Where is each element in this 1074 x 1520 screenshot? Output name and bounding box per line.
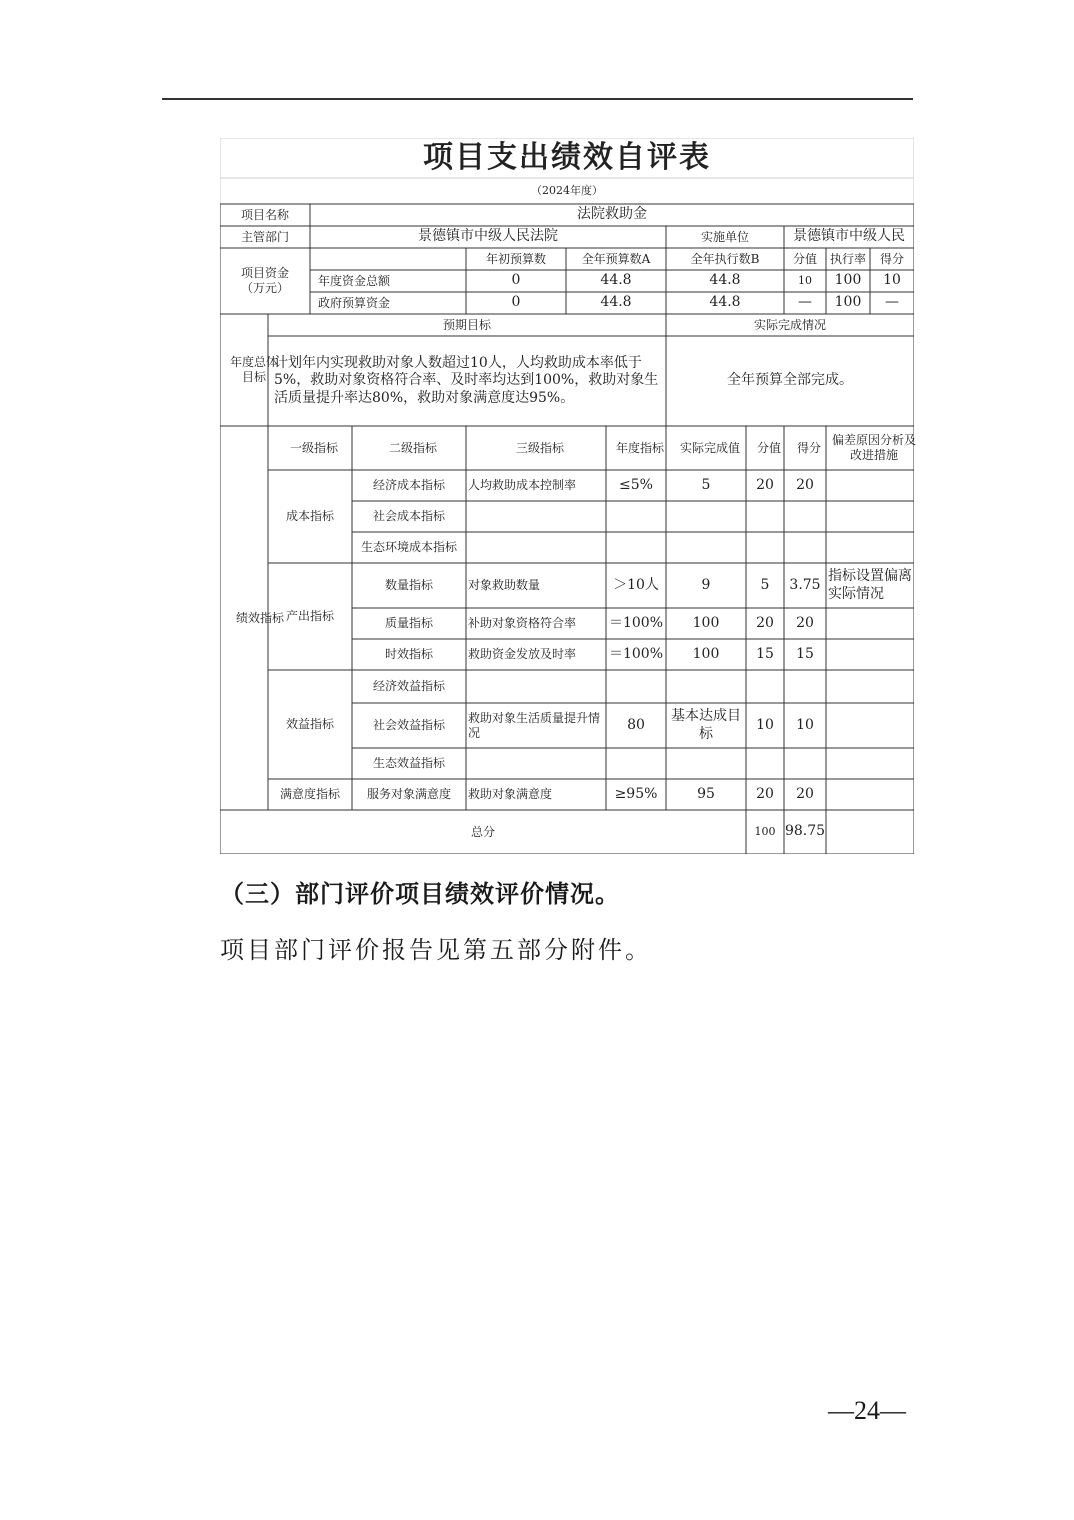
- indicator-level3: [466, 532, 608, 563]
- indicator-group: 成本指标: [285, 509, 334, 523]
- indicator-header: 二级指标: [388, 440, 437, 455]
- indicator-header: 实际完成值: [679, 440, 740, 455]
- section-body: 项目部门评价报告见第五部分附件。: [220, 936, 652, 964]
- fund-cell: —: [798, 294, 812, 311]
- indicator-target: [606, 670, 666, 703]
- indicator-value: [746, 748, 784, 779]
- indicator-score: 15: [796, 645, 814, 662]
- indicator-score: 3.75: [789, 576, 821, 593]
- indicator-level3: 对象救助数量: [468, 578, 541, 592]
- project-name-value: 法院救助金: [577, 206, 647, 223]
- indicator-level2: 社会效益指标: [372, 718, 445, 732]
- indicator-actual: 100: [692, 645, 720, 662]
- form-title: 项目支出绩效自评表: [423, 140, 711, 176]
- indicator-level3: 救助资金发放及时率: [468, 647, 577, 661]
- form-year: （2024年度）: [531, 184, 603, 198]
- fund-row-label: 政府预算资金: [318, 295, 391, 310]
- indicator-header: 偏差原因分析及改进措施: [831, 433, 916, 462]
- fund-cell: 100: [834, 294, 862, 311]
- indicator-note: [826, 748, 916, 779]
- indicator-note: [826, 532, 916, 563]
- indicator-header: 一级指标: [289, 440, 338, 455]
- indicator-level3: [466, 501, 608, 532]
- page-number: —24—: [828, 1396, 906, 1425]
- fund-header: 全年执行数B: [690, 251, 760, 266]
- indicator-note: 指标设置偏离实际情况: [828, 568, 912, 602]
- indicator-header: 三级指标: [515, 440, 564, 455]
- indicator-level2: 社会成本指标: [372, 509, 445, 523]
- indicator-level2: 生态效益指标: [372, 756, 445, 770]
- indicator-actual: [666, 748, 746, 779]
- indicator-level2: 质量指标: [384, 616, 433, 630]
- indicator-value: 20: [756, 476, 774, 493]
- indicator-value: 5: [760, 576, 770, 593]
- indicator-note: [826, 670, 916, 703]
- indicator-label: 绩效指标: [236, 610, 285, 625]
- indicator-value: 20: [756, 785, 774, 802]
- fund-cell: 44.8: [600, 272, 632, 289]
- indicator-group: 满意度指标: [279, 787, 340, 801]
- goal-expected-text: 计划年内实现救助对象人数超过10人，人均救助成本率低于5%，救助对象资格符合率、及时率均达到100%，救助对象生活质量提升率达80%，救助对象满意度达95%。: [274, 354, 659, 406]
- indicator-target: [606, 532, 666, 563]
- indicator-header: 得分: [796, 440, 821, 455]
- fund-header: 全年预算数A: [581, 251, 651, 266]
- indicator-level2: 服务对象满意度: [366, 787, 451, 801]
- fund-cell: 44.8: [709, 272, 741, 289]
- fund-cell: 10: [883, 272, 901, 289]
- indicator-score: [784, 670, 826, 703]
- indicator-level3: 人均救助成本控制率: [468, 478, 577, 492]
- goal-actual-text: 全年预算全部完成。: [727, 372, 853, 389]
- indicator-level2: 经济成本指标: [372, 478, 445, 492]
- indicator-target: [606, 748, 666, 779]
- fund-header: 分值: [792, 251, 817, 266]
- indicator-note: [826, 703, 916, 748]
- indicator-note: [826, 470, 916, 501]
- fund-cell: —: [885, 294, 899, 311]
- indicator-value: 15: [756, 645, 774, 662]
- unit-value: 景德镇市中级人民: [793, 228, 905, 245]
- fund-cell: 44.8: [600, 294, 632, 311]
- fund-header: 年初预算数: [485, 251, 546, 266]
- indicator-target: ≤5%: [619, 476, 653, 493]
- indicator-actual: 100: [692, 614, 720, 631]
- goal-label: 年度总体目标: [230, 355, 279, 384]
- fund-cell: 0: [511, 272, 521, 289]
- dept-value: 景德镇市中级人民法院: [418, 228, 558, 245]
- indicator-score: [784, 532, 826, 563]
- indicator-actual: [666, 532, 746, 563]
- indicator-value: 10: [756, 716, 774, 733]
- indicator-level3: 补助对象资格符合率: [468, 616, 577, 630]
- indicator-level2: 经济效益指标: [372, 679, 445, 693]
- indicator-score: 10: [796, 716, 814, 733]
- indicator-target: ＝100%: [608, 645, 664, 662]
- header-rule: [162, 98, 913, 100]
- indicator-note: [826, 608, 916, 639]
- indicator-target: ≥95%: [614, 785, 658, 802]
- indicator-level3: 救助对象生活质量提升情况: [468, 710, 601, 740]
- indicator-level2: 时效指标: [384, 647, 433, 661]
- indicator-actual: [666, 501, 746, 532]
- fund-cell: 10: [798, 274, 812, 288]
- indicator-level2: 数量指标: [384, 578, 433, 592]
- indicator-score: 20: [796, 476, 814, 493]
- indicator-header: 年度指标: [615, 440, 664, 455]
- indicator-target: ＞10人: [613, 576, 659, 593]
- fund-header: 执行率: [829, 251, 866, 266]
- indicator-actual: 5: [701, 476, 711, 493]
- indicator-group: 产出指标: [285, 609, 334, 623]
- fund-cell: 44.8: [709, 294, 741, 311]
- indicator-score: 20: [796, 614, 814, 631]
- unit-label: 实施单位: [700, 229, 749, 244]
- indicator-value: [746, 532, 784, 563]
- project-name-label: 项目名称: [240, 207, 289, 222]
- indicator-score: [784, 748, 826, 779]
- goal-actual-header: 实际完成情况: [753, 317, 826, 332]
- fund-cell: 0: [511, 294, 521, 311]
- indicator-value: 20: [756, 614, 774, 631]
- indicator-note: [826, 501, 916, 532]
- indicator-header: 分值: [756, 440, 781, 455]
- funds-label: 项目资金 （万元）: [240, 266, 289, 295]
- total-score: 98.75: [784, 823, 826, 840]
- indicator-value: [746, 670, 784, 703]
- fund-cell: 100: [834, 272, 862, 289]
- indicator-target: 80: [627, 716, 645, 733]
- fund-header: 得分: [879, 251, 904, 266]
- indicator-note: [826, 779, 916, 810]
- total-value: 100: [754, 825, 776, 839]
- performance-self-evaluation-table: [220, 138, 914, 854]
- indicator-target: ＝100%: [608, 614, 664, 631]
- indicator-level3: [466, 670, 608, 703]
- section-heading: （三）部门评价项目绩效评价情况。: [220, 879, 620, 908]
- indicator-value: [746, 501, 784, 532]
- indicator-actual: [666, 670, 746, 703]
- indicator-level2: 生态环境成本指标: [360, 540, 457, 554]
- indicator-group: 效益指标: [285, 717, 334, 731]
- indicator-level3: 救助对象满意度: [468, 787, 553, 801]
- indicator-note: [826, 639, 916, 670]
- goal-expected-header: 预期目标: [442, 317, 491, 332]
- indicator-actual: 95: [697, 785, 715, 802]
- indicator-score: [784, 501, 826, 532]
- indicator-actual: 基本达成目标: [671, 708, 741, 742]
- dept-label: 主管部门: [240, 229, 289, 244]
- indicator-target: [606, 501, 666, 532]
- fund-row-label: 年度资金总额: [318, 273, 391, 288]
- total-label: 总分: [470, 824, 495, 839]
- indicator-score: 20: [796, 785, 814, 802]
- indicator-actual: 9: [701, 576, 711, 593]
- indicator-level3: [466, 748, 608, 779]
